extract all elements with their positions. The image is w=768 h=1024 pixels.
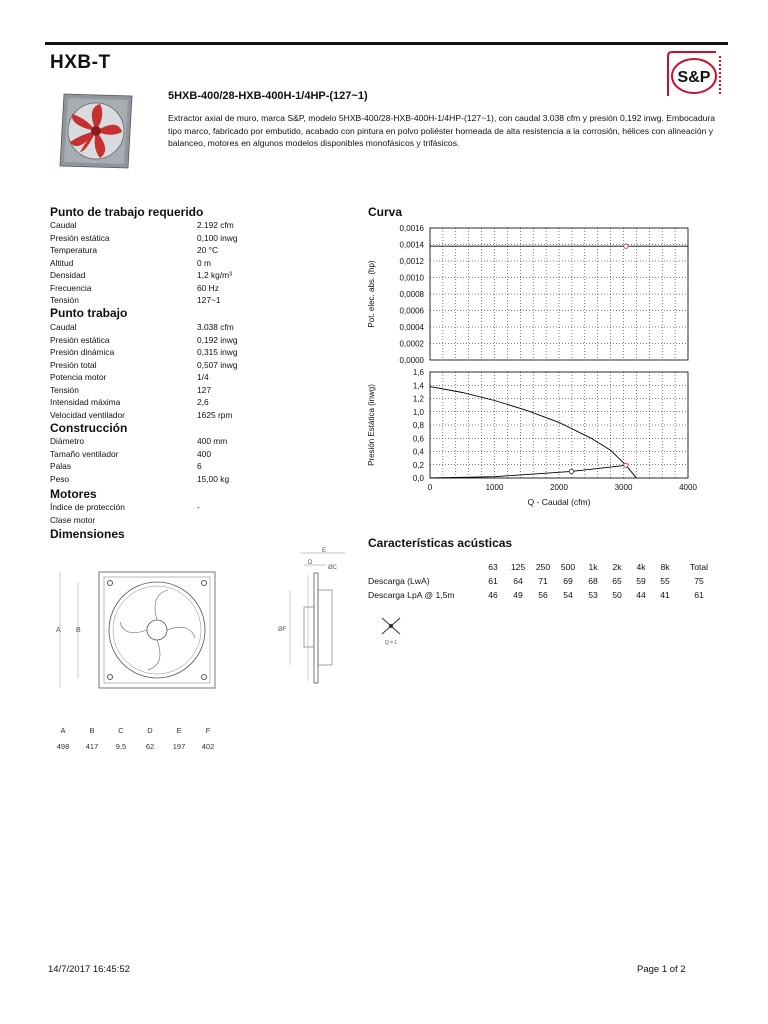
table-row xyxy=(50,360,310,373)
row-value: 2,6 xyxy=(197,397,209,407)
y-tick-label: 0,0004 xyxy=(399,323,424,332)
ac-value: 54 xyxy=(563,590,573,600)
row-label: Frecuencia xyxy=(50,282,92,293)
ac-value: 65 xyxy=(612,576,622,586)
y-tick-label: 0,0 xyxy=(412,474,424,483)
row-value: 0,315 inwg xyxy=(197,347,238,357)
row-value: 0,192 inwg xyxy=(197,334,238,345)
y-tick-label: 1,0 xyxy=(412,407,424,417)
table-row xyxy=(50,397,310,410)
row-value: 60 Hz xyxy=(197,282,219,293)
model-code: 5HXB-400/28-HXB-400H-1/4HP-(127~1) xyxy=(168,90,368,102)
dim-header: A xyxy=(60,726,66,735)
footer-page: Page 1 of 2 xyxy=(637,964,686,975)
work-table xyxy=(50,322,310,422)
row-label: Potencia motor xyxy=(50,372,107,382)
row-value: 1625 rpm xyxy=(197,409,233,420)
performance-chart xyxy=(360,220,710,515)
table-row xyxy=(50,449,310,462)
row-value: 127~1 xyxy=(197,295,221,305)
table-row xyxy=(50,245,310,258)
row-label: Diámetro xyxy=(50,436,84,446)
y-tick-label: 0,0014 xyxy=(399,240,424,250)
row-value: 0,507 inwg xyxy=(197,359,238,370)
row-label: Presión dinámica xyxy=(50,347,115,357)
table-row xyxy=(50,270,310,283)
y-tick-label: 0,0010 xyxy=(399,273,424,283)
ac-value: 59 xyxy=(636,576,646,586)
band-header: 125 xyxy=(510,562,526,572)
front-view-drawing xyxy=(50,560,230,695)
y-tick-label: 0,4 xyxy=(412,447,424,457)
dim-header: B xyxy=(89,726,95,735)
ac-value: 71 xyxy=(538,576,548,586)
work-section-title: Punto trabajo xyxy=(50,306,128,320)
table-row xyxy=(50,283,310,296)
row-value: 1,2 kg/m³ xyxy=(197,270,232,280)
table-row xyxy=(50,258,310,271)
dim-header: C xyxy=(118,726,124,735)
row-value: - xyxy=(197,502,200,512)
row-label: Clase motor xyxy=(50,514,96,525)
dim-header: E xyxy=(176,726,182,735)
row-label: Presión estática xyxy=(50,232,110,243)
y-tick-label: 0,2 xyxy=(412,460,424,470)
table-row xyxy=(50,372,310,385)
acoustics-title: Características acústicas xyxy=(368,536,513,550)
row-label: Palas xyxy=(50,461,71,471)
dim-value: 417 xyxy=(85,742,99,751)
y-tick-label: 1,2 xyxy=(412,394,424,404)
required-section-title: Punto de trabajo requerido xyxy=(50,205,204,219)
y-tick-label: 0,0000 xyxy=(399,356,424,365)
ac-value: 55 xyxy=(660,576,670,586)
band-header: Total xyxy=(689,562,709,572)
fan-product-image xyxy=(56,90,136,170)
dim-label-e: E xyxy=(322,548,327,554)
table-row xyxy=(50,385,310,398)
dim-value: 402 xyxy=(201,742,215,751)
row-label: Tensión xyxy=(50,384,79,395)
x-tick-label: 0 xyxy=(427,483,433,492)
table-row xyxy=(50,233,310,246)
row-label: Peso xyxy=(50,473,70,484)
y-tick-label: 0,6 xyxy=(412,434,424,444)
table-row xyxy=(50,502,310,515)
top-rule xyxy=(45,42,728,45)
y-axis-label: Pot. elec. abs. (hp) xyxy=(367,260,376,328)
table-row xyxy=(50,515,310,528)
product-description: Extractor axial de muro, marca S&P, modelo 5HXB-400/28-HXB-400H-1/4HP-(127~1), con caudal 3.038 cfm y presión 0,192 inwg. Embocadura tipo marco, fabricado por embutido, acabado con pintura en polvo poliéster horneada de alta resistencia a la corrosión, hélices con alineación y balanceo, motores en algunos modelos disponibles monofásicos y trifásicos. xyxy=(168,113,716,148)
logo-text: S&P xyxy=(677,69,711,86)
table-row xyxy=(50,461,310,474)
row-value: 6 xyxy=(197,461,202,471)
x-tick-label: 4000 xyxy=(679,483,697,492)
ac-value: 69 xyxy=(563,576,573,586)
x-tick-label: 2000 xyxy=(550,483,568,492)
row-value: 3.038 cfm xyxy=(197,322,234,332)
row-label: Tensión xyxy=(50,295,79,305)
ac-value: 61 xyxy=(488,576,498,586)
row-label: Descarga LpA @ 1,5m xyxy=(368,590,455,600)
band-header: 8k xyxy=(660,562,670,572)
x-tick-label: 3000 xyxy=(614,483,633,492)
row-label: Temperatura xyxy=(50,245,98,255)
table-row xyxy=(50,335,310,348)
table-row xyxy=(50,474,310,487)
ac-value: 44 xyxy=(636,590,646,600)
ac-value: 75 xyxy=(694,576,704,586)
motors-section-title: Motores xyxy=(50,487,97,501)
row-label: Índice de protección xyxy=(50,502,125,512)
data-marker xyxy=(624,244,628,248)
construction-section-title: Construcción xyxy=(50,421,128,435)
ac-value: 53 xyxy=(588,590,598,600)
row-value: 0,100 inwg xyxy=(197,232,238,243)
curve-title: Curva xyxy=(368,205,403,219)
dim-header: D xyxy=(147,726,153,735)
ac-value: 50 xyxy=(612,590,622,600)
row-value: 1/4 xyxy=(197,372,209,382)
y-tick-label: 0,0006 xyxy=(399,306,424,316)
y-tick-label: 1,4 xyxy=(412,381,424,391)
dim-label-a: A xyxy=(56,627,61,634)
side-view-drawing xyxy=(270,545,360,685)
row-value: 127 xyxy=(197,384,211,395)
footer-timestamp: 14/7/2017 16:45:52 xyxy=(48,964,130,975)
ac-value: 49 xyxy=(513,590,523,600)
directivity-icon xyxy=(376,612,406,646)
page-title: HXB-T xyxy=(50,52,111,73)
dimensions-section-title: Dimensiones xyxy=(50,527,125,541)
dim-value: 498 xyxy=(56,742,70,751)
row-label: Caudal xyxy=(50,322,77,332)
y-tick-label: 0,0016 xyxy=(399,224,424,233)
data-marker xyxy=(624,463,628,467)
sp-logo xyxy=(664,48,724,102)
band-header: 4k xyxy=(636,562,646,572)
row-value: 400 mm xyxy=(197,436,228,446)
y-tick-label: 0,0002 xyxy=(399,339,424,349)
ac-value: 41 xyxy=(660,590,670,600)
row-label: Intensidad máxima xyxy=(50,397,121,407)
row-label: Caudal xyxy=(50,220,77,230)
ac-value: 64 xyxy=(513,576,523,586)
table-row xyxy=(50,347,310,360)
data-marker xyxy=(569,469,573,473)
ac-value: 68 xyxy=(588,576,598,586)
y-tick-label: 0,8 xyxy=(412,421,424,430)
ac-value: 61 xyxy=(694,590,704,600)
dim-value: 197 xyxy=(172,742,186,751)
dim-value: 9,5 xyxy=(115,742,127,751)
y-tick-label: 1,6 xyxy=(412,368,424,377)
table-row xyxy=(50,220,310,233)
row-label: Altitud xyxy=(50,257,74,268)
ac-value: 46 xyxy=(488,590,498,600)
row-value: 400 xyxy=(197,448,211,459)
ac-value: 56 xyxy=(538,590,548,600)
row-value: 15,00 kg xyxy=(197,473,230,484)
y-tick-label: 0,0012 xyxy=(399,257,424,266)
x-axis-label: Q - Caudal (cfm) xyxy=(527,497,591,507)
band-header: 2k xyxy=(612,562,622,572)
row-label: Tamaño ventilador xyxy=(50,448,119,459)
acoustics-table xyxy=(368,562,718,607)
row-label: Densidad xyxy=(50,270,86,280)
y-axis-label: Presión Estática (inwg) xyxy=(367,384,376,466)
dim-header: F xyxy=(205,726,211,735)
row-label: Presión total xyxy=(50,359,97,370)
series-line xyxy=(430,465,626,478)
row-label: Descarga (LwA) xyxy=(368,576,430,586)
table-row xyxy=(50,322,310,335)
row-label: Velocidad ventilador xyxy=(50,409,125,420)
table-row xyxy=(50,436,310,449)
row-value: 2.192 cfm xyxy=(197,220,234,230)
motors-table xyxy=(50,502,310,527)
y-tick-label: 0,0008 xyxy=(399,290,424,299)
dim-value: 62 xyxy=(145,742,155,751)
band-header: 500 xyxy=(560,562,576,572)
row-value: 20 °C xyxy=(197,245,219,255)
construction-table xyxy=(50,436,310,486)
row-label: Presión estática xyxy=(50,334,110,345)
dim-label-c: ØC xyxy=(328,565,337,571)
row-value: 0 m xyxy=(197,257,211,268)
dim-label-f: ØF xyxy=(278,627,287,633)
band-header: 63 xyxy=(488,562,498,572)
band-header: 250 xyxy=(535,562,551,572)
required-table xyxy=(50,220,310,308)
band-header: 1k xyxy=(588,562,598,572)
x-tick-label: 1000 xyxy=(485,483,504,492)
q-label: Q = 1 xyxy=(384,640,398,646)
dim-label-b: B xyxy=(76,627,81,634)
dim-label-d: D xyxy=(308,560,313,566)
